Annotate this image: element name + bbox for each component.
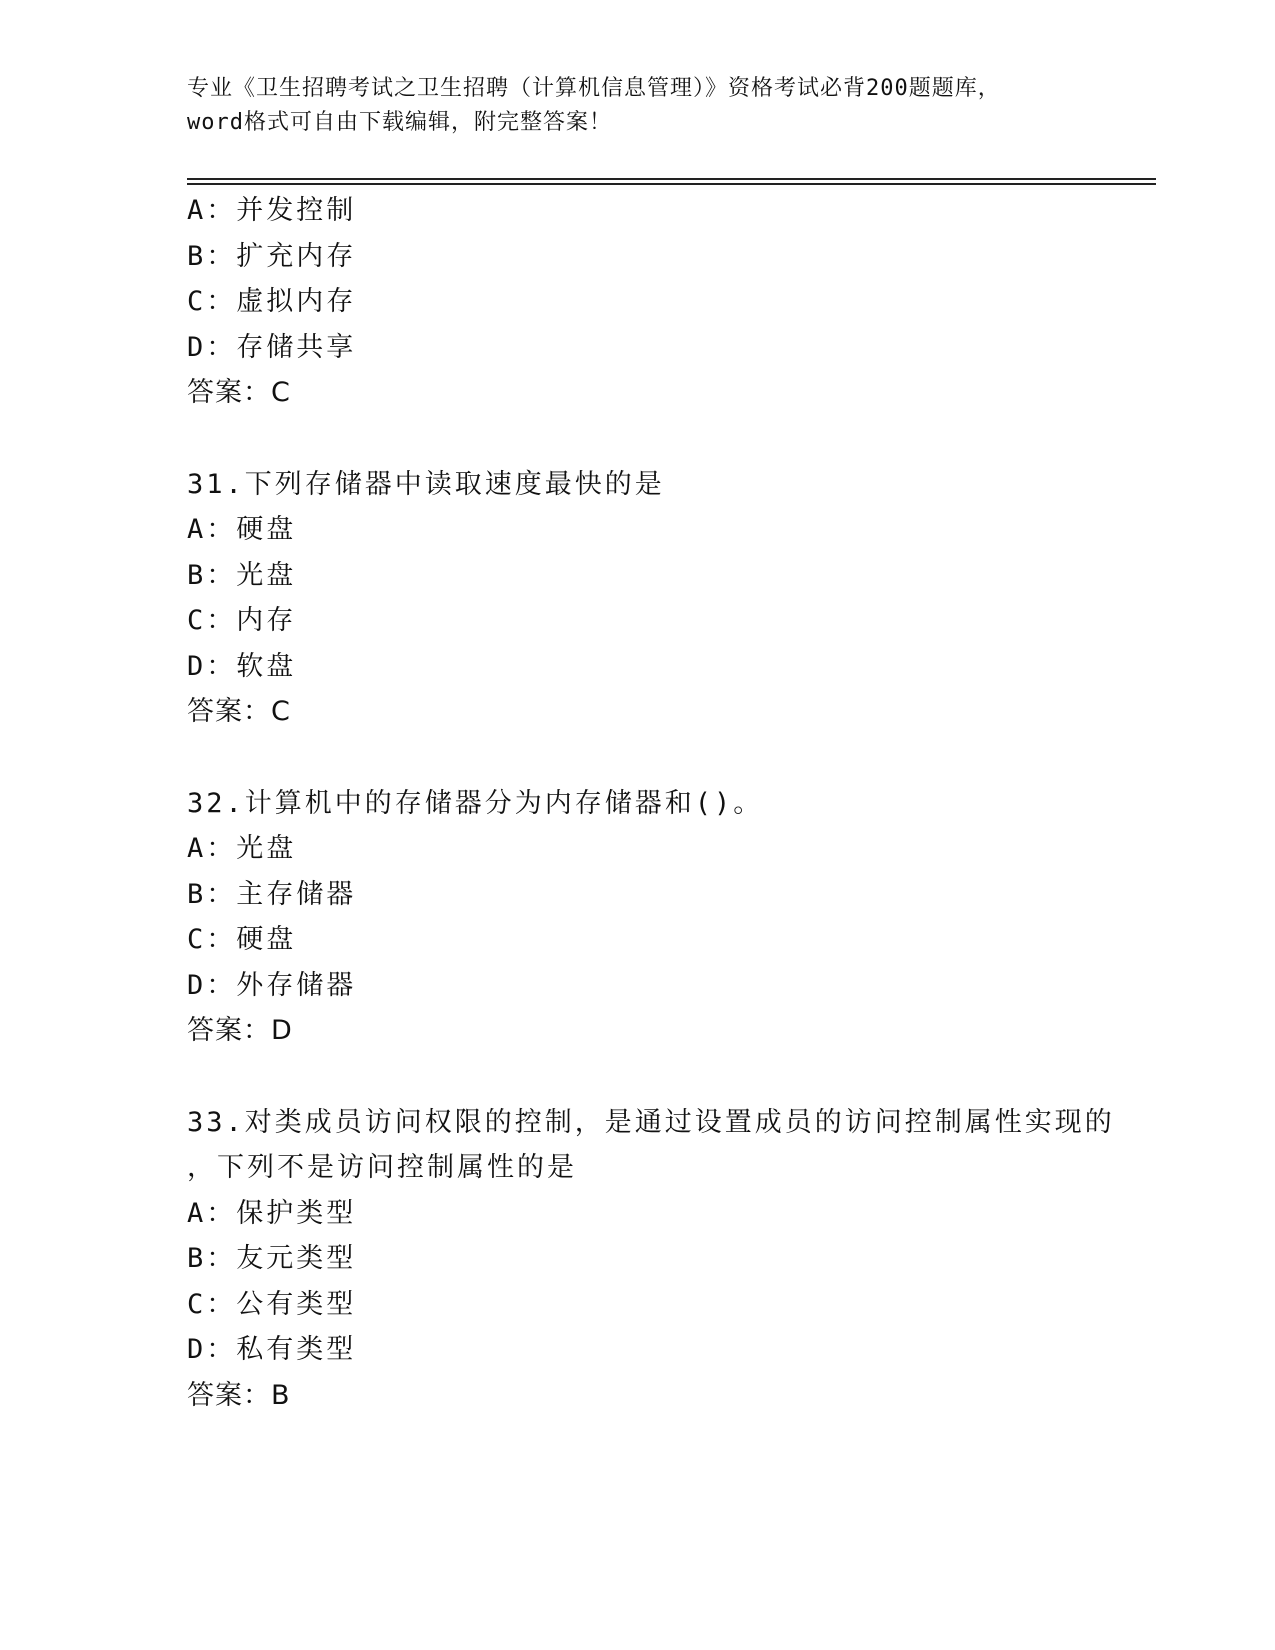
spacer [187, 1054, 1127, 1100]
spacer [187, 416, 1127, 462]
option-c: C：虚拟内存 [187, 286, 357, 317]
option-c: C：公有类型 [187, 1288, 357, 1320]
answer-line: 答案：C [187, 696, 291, 727]
option-a: A：并发控制 [187, 195, 357, 226]
question-list [187, 188, 1127, 1418]
option-a: A：光盘 [187, 833, 297, 864]
option-d: D：存储共享 [187, 331, 357, 363]
question-text: 32.计算机中的存储器分为内存储器和()。 [187, 787, 764, 819]
spacer [187, 735, 1127, 781]
header-divider-bottom [187, 183, 1156, 185]
option-b: B：扩充内存 [187, 240, 357, 272]
question-block-32 [187, 781, 1127, 1054]
question-text-line-2: ，下列不是访问控制属性的是 [187, 1152, 577, 1183]
option-a: A：保护类型 [187, 1197, 357, 1229]
option-b: B：友元类型 [187, 1243, 357, 1274]
option-b: B：光盘 [187, 559, 297, 591]
question-block-30 [187, 188, 1127, 416]
question-block-31 [187, 462, 1127, 735]
answer-line: 答案：D [187, 1015, 293, 1046]
question-block-33 [187, 1100, 1127, 1419]
header-line-1: 专业《卫生招聘考试之卫生招聘（计算机信息管理）》资格考试必背200题题库， [187, 76, 1001, 101]
header-divider-top [187, 178, 1156, 180]
option-b: B：主存储器 [187, 878, 357, 910]
document-header [187, 72, 1087, 140]
answer-line: 答案：C [187, 377, 291, 408]
option-d: D：软盘 [187, 650, 297, 682]
answer-line: 答案：B [187, 1379, 291, 1411]
option-d: D：私有类型 [187, 1334, 357, 1365]
option-c: C：内存 [187, 605, 297, 636]
option-c: C：硬盘 [187, 924, 297, 955]
option-a: A：硬盘 [187, 514, 297, 545]
header-line-2: word格式可自由下载编辑，附完整答案！ [187, 110, 612, 135]
question-text: 31.下列存储器中读取速度最快的是 [187, 468, 665, 500]
question-text-line-1: 33.对类成员访问权限的控制，是通过设置成员的访问控制属性实现的 [187, 1106, 1115, 1138]
option-d: D：外存储器 [187, 969, 357, 1001]
